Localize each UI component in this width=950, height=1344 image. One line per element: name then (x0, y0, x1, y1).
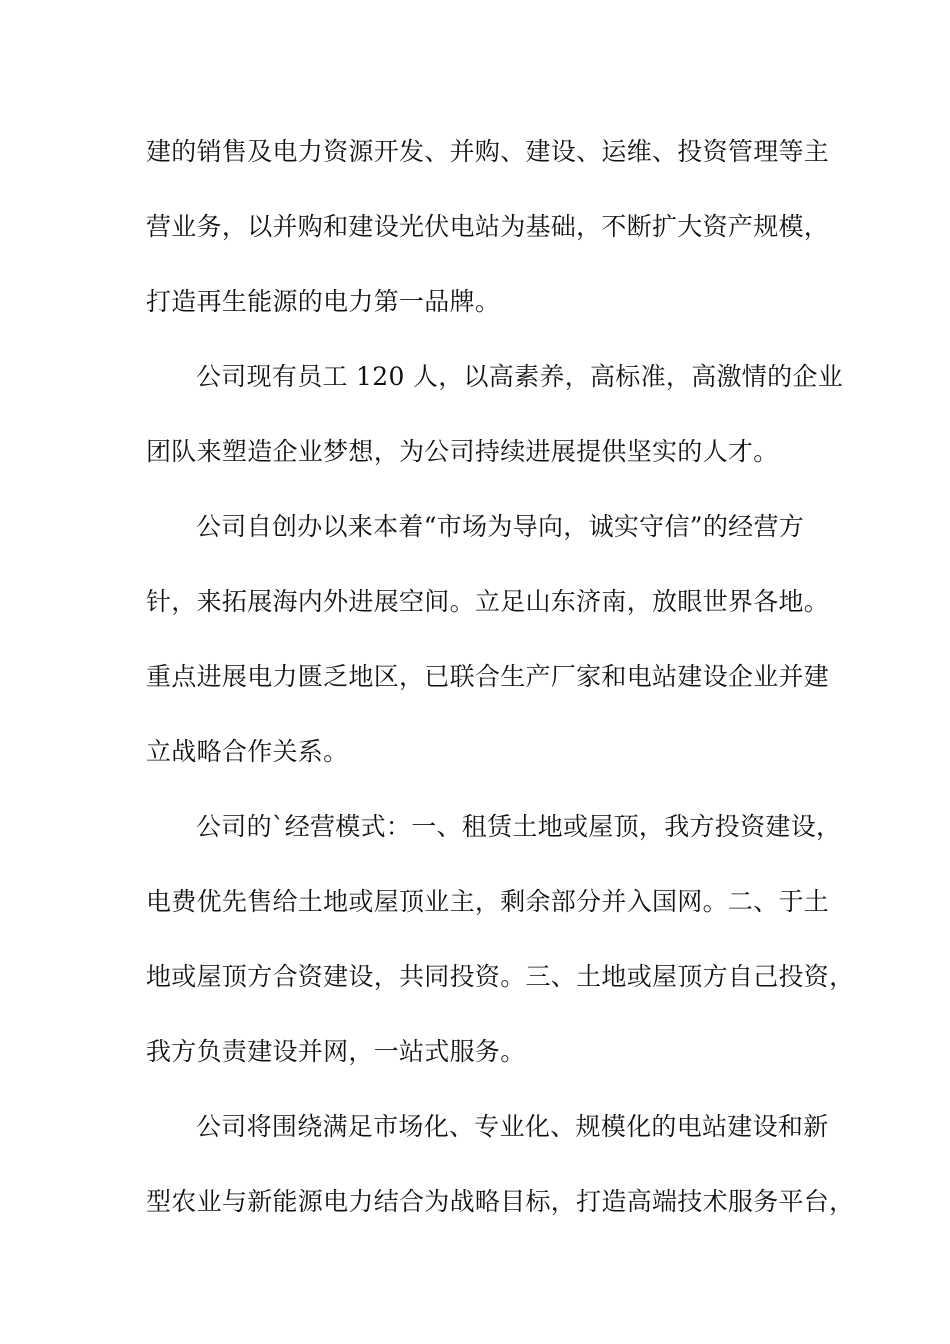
text-line: 电费优先售给土地或屋顶业主，剩余部分并入国网。二、于土 (146, 887, 830, 916)
text-line: 型农业与新能源电力结合为战略目标，打造高端技术服务平台， (146, 1187, 855, 1216)
text-line: 建的销售及电力资源开发、并购、建设、运维、投资管理等主 (146, 137, 830, 166)
paragraph-first-line: 公司的`经营模式：一、租赁土地或屋顶，我方投资建设， (196, 812, 842, 841)
text-line: 团队来塑造企业梦想，为公司持续进展提供坚实的人才。 (146, 437, 779, 466)
text-line: 打造再生能源的电力第一品牌。 (146, 287, 501, 316)
paragraph-first-line: 公司将围绕满足市场化、专业化、规模化的电站建设和新 (196, 1112, 829, 1141)
text-line: 地或屋顶方合资建设，共同投资。三、土地或屋顶方自己投资， (146, 962, 855, 991)
text-line: 针，来拓展海内外进展空间。立足山东济南，放眼世界各地。 (146, 587, 830, 616)
paragraph-first-line: 公司现有员工 120 人，以高素养，高标准，高激情的企业 (196, 362, 844, 391)
text-line: 营业务，以并购和建设光伏电站为基础，不断扩大资产规模， (146, 212, 830, 241)
document-body (146, 127, 855, 1252)
text-line: 我方负责建设并网，一站式服务。 (146, 1037, 526, 1066)
text-line: 重点进展电力匮乏地区，已联合生产厂家和电站建设企业并建 (146, 662, 830, 691)
text-line: 立战略合作关系。 (146, 737, 349, 766)
paragraph-first-line: 公司自创办以来本着“市场为导向，诚实守信”的经营方 (196, 512, 805, 541)
